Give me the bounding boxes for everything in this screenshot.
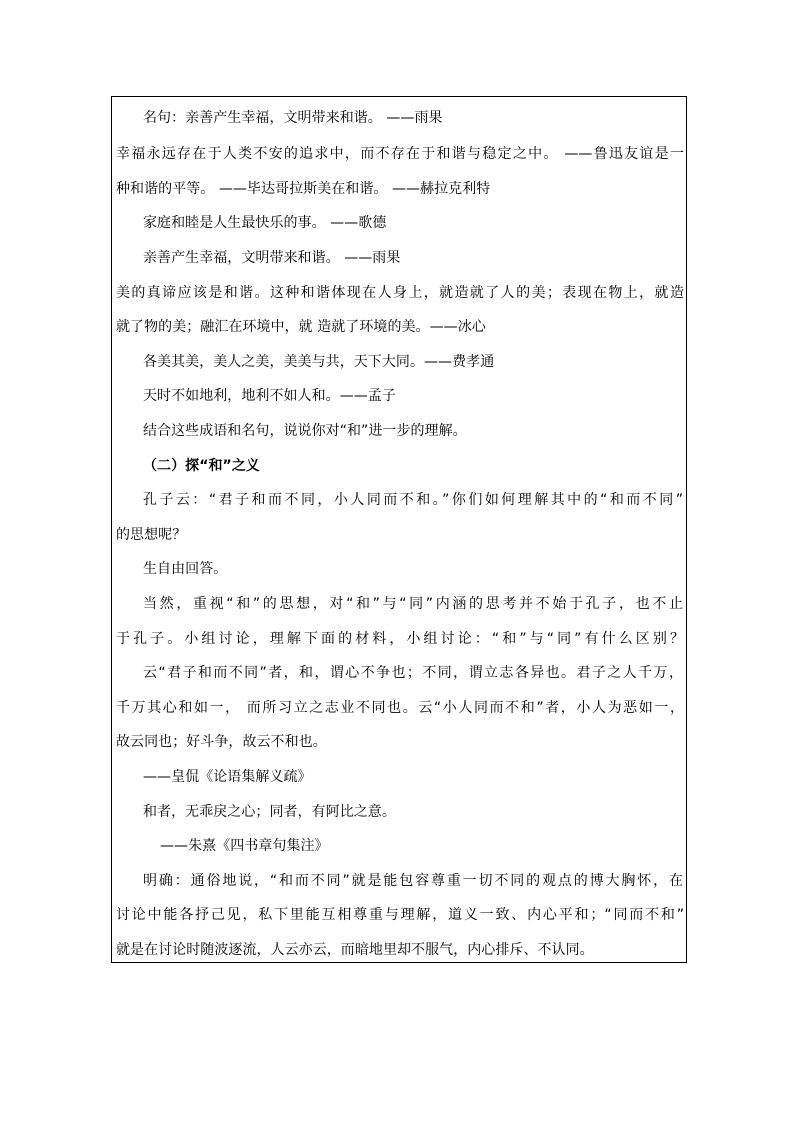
text-line: 于孔子。小组讨论，理解下面的材料，小组讨论：“和”与“同”有什么区别？ — [116, 631, 684, 647]
text-line: 各美其美，美人之美，美美与共，天下大同。——费孝通 — [143, 354, 495, 370]
text-line: 孔子云：“君子和而不同，小人同而不和。”你们如何理解其中的“和而不同” — [143, 492, 683, 508]
text-line: 结合这些成语和名句，说说你对“和”进一步的理解。 — [143, 423, 467, 439]
text-line: 天时不如地利，地利不如人和。——孟子 — [143, 388, 396, 404]
text-line: 生自由回答。 — [143, 561, 228, 577]
citation: ——朱熹《四书章句集注》 — [160, 838, 329, 854]
text-line: 和者，无乖戾之心；同者，有阿比之意。 — [143, 804, 396, 820]
text-line: 幸福永远存在于人类不安的追求中，而不存在于和谐与稳定之中。 ——鲁迅友谊是一 — [116, 146, 684, 162]
text-line: 亲善产生幸福，文明带来和谐。 ——雨果 — [143, 250, 401, 266]
text-line: 就是在讨论时随波逐流，人云亦云，而暗地里却不服气，内心排斥、不认同。 — [116, 942, 594, 958]
text-line: 名句：亲善产生幸福，文明带来和谐。 ——雨果 — [143, 110, 443, 126]
text-line: 故云同也；好斗争，故云不和也。 — [116, 734, 327, 750]
section-heading: （二）探“和”之义 — [143, 458, 260, 474]
text-line: 家庭和睦是人生最快乐的事。 ——歌德 — [143, 215, 387, 231]
citation: ——皇侃《论语集解义疏》 — [143, 769, 312, 785]
text-line: 种和谐的平等。 ——毕达哥拉斯美在和谐。 ——赫拉克利特 — [116, 181, 491, 197]
text-line: 千万其心和如一， 而所习立之志业不同也。云“小人同而不和”者，小人为恶如一， — [116, 700, 684, 716]
text-line: 云“君子和而不同”者，和，谓心不争也；不同，谓立志各异也。君子之人千万， — [143, 665, 683, 681]
text-line: 美的真谛应该是和谐。这种和谐体现在人身上，就造就了人的美；表现在物上，就造 — [116, 285, 684, 301]
text-line: 的思想呢？ — [116, 527, 187, 543]
text-line: 讨论中能各抒己见，私下里能互相尊重与理解，道义一致、内心平和；“同而不和” — [116, 907, 684, 923]
text-line: 明确：通俗地说，“和而不同”就是能包容尊重一切不同的观点的博大胸怀，在 — [143, 873, 683, 889]
text-line: 就了物的美；融汇在环境中，就 造就了环境的美。——冰心 — [116, 319, 486, 335]
text-line: 当然，重视“和”的思想，对“和”与“同”内涵的思考并不始于孔子，也不止 — [143, 596, 683, 612]
